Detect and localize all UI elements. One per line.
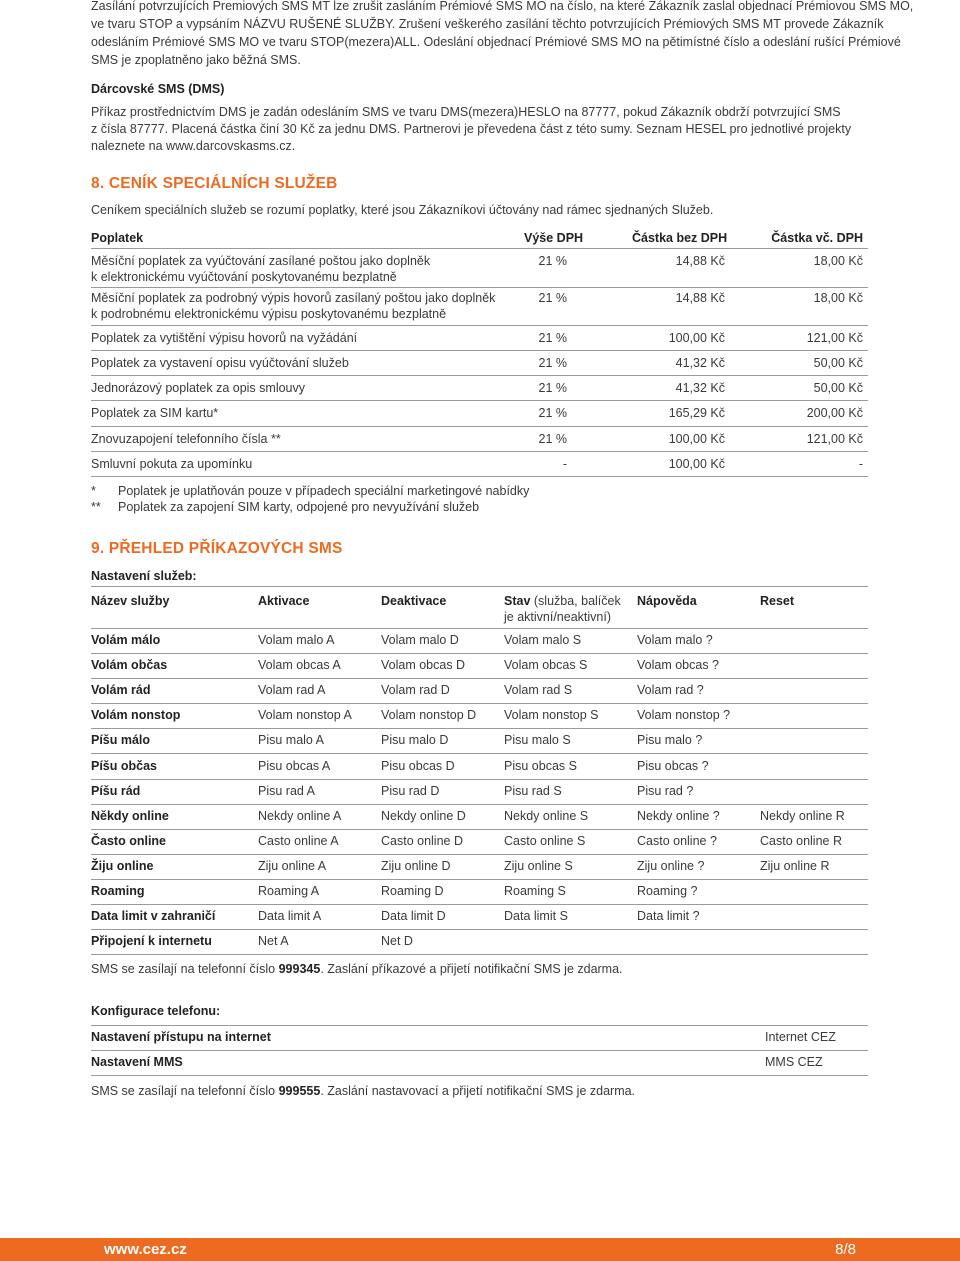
config-subheading: Konfigurace telefonu: — [91, 1004, 221, 1018]
services-header-name: Název služby — [91, 594, 170, 608]
fee-row-name: Znovuzapojení telefonního čísla ** — [91, 432, 281, 446]
service-help-cmd: Pisu obcas ? — [637, 759, 709, 773]
fee-row-name: Měsíční poplatek za podrobný výpis hovorů zasílaný poštou jako doplněk — [91, 291, 496, 305]
note-mark: * — [91, 484, 96, 498]
fee-row-gross: 18,00 Kč — [813, 254, 863, 268]
fee-row-net: 165,29 Kč — [668, 406, 725, 420]
service-name: Píšu rád — [91, 784, 141, 798]
service-help-cmd: Volam obcas ? — [637, 658, 719, 672]
fee-row-gross: - — [858, 457, 863, 471]
fee-row-net: 41,32 Kč — [675, 381, 725, 395]
services-sms-note-post: . Zaslání příkazové a přijetí notifikační SMS je zdarma. — [320, 962, 623, 976]
service-activate-cmd: Nekdy online A — [258, 809, 342, 823]
fee-row-vat: 21 % — [538, 381, 567, 395]
fee-row-net: 14,88 Kč — [675, 254, 725, 268]
services-sms-number: 999345 — [278, 962, 321, 976]
service-name: Roaming — [91, 884, 145, 898]
fee-row-divider — [91, 375, 868, 376]
dms-line-2: z čísla 87777. Placená částka činí 30 Kč za jednu DMS. Partnerovi je převedena část z této sumy. Seznam HESEL pro jednotlivé projekty — [91, 122, 852, 136]
fee-header-vat: Výše DPH — [524, 231, 584, 245]
fee-row-name: Jednorázový poplatek za opis smlouvy — [91, 381, 306, 395]
fee-row-gross: 18,00 Kč — [813, 291, 863, 305]
services-header-help: Nápověda — [637, 594, 697, 608]
service-status-cmd: Data limit S — [504, 909, 568, 923]
intro-line-3: odesláním Prémiové SMS MO ve tvaru STOP(mezera)ALL. Odeslání objednací Prémiové SMS MO na pětimístné číslo a odeslání rušící Prémiové — [91, 35, 901, 49]
service-reset-cmd: Nekdy online R — [760, 809, 845, 823]
service-row-divider — [91, 804, 868, 805]
service-activate-cmd: Volam rad A — [258, 683, 326, 697]
service-name: Volám rád — [91, 683, 151, 697]
service-row-divider — [91, 929, 868, 930]
services-sms-note — [91, 959, 623, 979]
fee-row-net: 14,88 Kč — [675, 291, 725, 305]
service-activate-cmd: Data limit A — [258, 909, 322, 923]
fee-row-name: Poplatek za vytištění výpisu hovorů na vyžádání — [91, 331, 358, 345]
config-divider — [91, 1050, 868, 1051]
fee-row-vat: 21 % — [538, 254, 567, 268]
fee-row-gross: 50,00 Kč — [813, 381, 863, 395]
service-help-cmd: Nekdy online ? — [637, 809, 720, 823]
fee-row-vat: 21 % — [538, 356, 567, 370]
service-deactivate-cmd: Ziju online D — [381, 859, 451, 873]
service-row-divider — [91, 879, 868, 880]
config-sms-number: 999555 — [278, 1084, 321, 1098]
service-deactivate-cmd: Pisu malo D — [381, 733, 449, 747]
services-header-status-note-2: je aktivní/neaktivní) — [504, 610, 611, 624]
service-status-cmd: Nekdy online S — [504, 809, 589, 823]
service-status-cmd: Volam rad S — [504, 683, 573, 697]
fee-row-gross: 200,00 Kč — [806, 406, 863, 420]
service-row-divider — [91, 904, 868, 905]
services-header-activate: Aktivace — [258, 594, 310, 608]
service-deactivate-cmd: Volam obcas D — [381, 658, 466, 672]
config-row-name: Nastavení MMS — [91, 1055, 183, 1069]
services-header-divider — [91, 628, 868, 629]
service-status-cmd: Volam malo S — [504, 633, 582, 647]
fee-row-name: Poplatek za SIM kartu* — [91, 406, 219, 420]
service-activate-cmd: Ziju online A — [258, 859, 327, 873]
services-sms-note-pre: SMS se zasílají na telefonní číslo — [91, 962, 279, 976]
fee-row-name: Smluvní pokuta za upomínku — [91, 457, 253, 471]
service-help-cmd: Volam malo ? — [637, 633, 713, 647]
fee-header-name: Poplatek — [91, 231, 144, 245]
service-status-cmd: Ziju online S — [504, 859, 573, 873]
service-help-cmd: Casto online ? — [637, 834, 717, 848]
service-deactivate-cmd: Nekdy online D — [381, 809, 466, 823]
fee-row-net: 41,32 Kč — [675, 356, 725, 370]
section-8-intro: Ceníkem speciálních služeb se rozumí poplatky, které jsou Zákazníkovi účtovány nad rámec sjednaných Služeb. — [91, 203, 714, 217]
fee-row-divider — [91, 476, 868, 477]
service-deactivate-cmd: Volam nonstop D — [381, 708, 477, 722]
service-name: Žiju online — [91, 859, 154, 873]
fee-row-vat: 21 % — [538, 331, 567, 345]
intro-line-4: SMS je zpoplatněno jako běžná SMS. — [91, 53, 301, 67]
note-text: Poplatek je uplatňován pouze v případech speciální marketingové nabídky — [118, 484, 530, 498]
service-status-cmd: Casto online S — [504, 834, 586, 848]
service-activate-cmd: Volam malo A — [258, 633, 335, 647]
service-status-cmd: Pisu obcas S — [504, 759, 577, 773]
service-name: Data limit v zahraničí — [91, 909, 216, 923]
fee-header-net: Částka bez DPH — [632, 231, 728, 245]
service-activate-cmd: Volam obcas A — [258, 658, 341, 672]
service-help-cmd: Ziju online ? — [637, 859, 705, 873]
service-activate-cmd: Volam nonstop A — [258, 708, 352, 722]
service-row-divider — [91, 728, 868, 729]
config-divider — [91, 1025, 868, 1026]
service-deactivate-cmd: Net D — [381, 934, 413, 948]
fee-row-vat: 21 % — [538, 406, 567, 420]
service-row-divider — [91, 703, 868, 704]
note-mark: ** — [91, 500, 101, 514]
fee-header-divider — [91, 248, 868, 249]
fee-row-divider — [91, 350, 868, 351]
service-activate-cmd: Pisu rad A — [258, 784, 315, 798]
config-row-value: MMS CEZ — [765, 1055, 823, 1069]
service-deactivate-cmd: Data limit D — [381, 909, 446, 923]
fee-row-gross: 50,00 Kč — [813, 356, 863, 370]
page-number: 8/8 — [835, 1241, 856, 1258]
fee-row-net: 100,00 Kč — [668, 457, 725, 471]
fee-row-divider — [91, 451, 868, 452]
fee-row-divider — [91, 400, 868, 401]
service-row-divider — [91, 779, 868, 780]
fee-row-divider — [91, 287, 868, 288]
section-8-heading: 8. CENÍK SPECIÁLNÍCH SLUŽEB — [91, 175, 338, 192]
service-name: Volám občas — [91, 658, 168, 672]
service-deactivate-cmd: Pisu obcas D — [381, 759, 455, 773]
service-row-divider — [91, 854, 868, 855]
service-deactivate-cmd: Volam rad D — [381, 683, 450, 697]
config-divider — [91, 1075, 868, 1076]
service-name: Volám málo — [91, 633, 161, 647]
config-row-value: Internet CEZ — [765, 1030, 836, 1044]
service-help-cmd: Roaming ? — [637, 884, 698, 898]
service-help-cmd: Volam rad ? — [637, 683, 704, 697]
service-activate-cmd: Roaming A — [258, 884, 320, 898]
service-deactivate-cmd: Pisu rad D — [381, 784, 440, 798]
services-header-status — [504, 593, 621, 610]
service-help-cmd: Volam nonstop ? — [637, 708, 731, 722]
fee-row-gross: 121,00 Kč — [806, 432, 863, 446]
service-name: Někdy online — [91, 809, 169, 823]
fee-row-divider — [91, 325, 868, 326]
fee-row-name-cont: k elektronickému vyúčtování poskytovanému bezplatně — [91, 270, 397, 284]
dms-line-3: naleznete na www.darcovskasms.cz. — [91, 139, 296, 153]
service-help-cmd: Pisu malo ? — [637, 733, 703, 747]
service-help-cmd: Pisu rad ? — [637, 784, 694, 798]
fee-row-vat: - — [562, 457, 567, 471]
service-row-divider — [91, 678, 868, 679]
config-sms-note-pre: SMS se zasílají na telefonní číslo — [91, 1084, 279, 1098]
config-row-name: Nastavení přístupu na internet — [91, 1030, 271, 1044]
footer-url[interactable]: www.cez.cz — [104, 1241, 187, 1258]
section-9-heading: 9. PŘEHLED PŘÍKAZOVÝCH SMS — [91, 540, 343, 557]
service-deactivate-cmd: Casto online D — [381, 834, 463, 848]
config-sms-note — [91, 1081, 635, 1101]
service-activate-cmd: Pisu malo A — [258, 733, 325, 747]
services-header-reset: Reset — [760, 594, 795, 608]
fee-row-vat: 21 % — [538, 291, 567, 305]
service-status-cmd: Roaming S — [504, 884, 566, 898]
service-row-divider — [91, 753, 868, 754]
service-row-divider — [91, 653, 868, 654]
fee-row-name-cont: k podrobnému elektronickému výpisu poskytovanému bezplatně — [91, 307, 447, 321]
service-status-cmd: Pisu malo S — [504, 733, 571, 747]
services-header-deactivate: Deaktivace — [381, 594, 447, 608]
fee-header-gross: Částka vč. DPH — [771, 231, 863, 245]
fee-row-divider — [91, 426, 868, 427]
service-name: Volám nonstop — [91, 708, 181, 722]
intro-line-2: ve tvaru STOP a vypsáním NÁZVU RUŠENÉ SLUŽBY. Zrušení veškerého zasílání těchto potvrzujících Prémiových SMS MT provede Zákazník — [91, 17, 884, 31]
fee-row-net: 100,00 Kč — [668, 432, 725, 446]
service-status-cmd: Volam obcas S — [504, 658, 588, 672]
fee-row-gross: 121,00 Kč — [806, 331, 863, 345]
fee-row-name: Poplatek za vystavení opisu vyúčtování služeb — [91, 356, 349, 370]
fee-row-net: 100,00 Kč — [668, 331, 725, 345]
service-row-divider — [91, 954, 868, 955]
service-name: Píšu občas — [91, 759, 157, 773]
service-activate-cmd: Net A — [258, 934, 289, 948]
services-top-divider — [91, 586, 868, 587]
fee-row-vat: 21 % — [538, 432, 567, 446]
service-status-cmd: Volam nonstop S — [504, 708, 599, 722]
dms-title: Dárcovské SMS (DMS) — [91, 82, 225, 96]
dms-line-1: Příkaz prostřednictvím DMS je zadán odesláním SMS ve tvaru DMS(mezera)HESLO na 87777, pokud Zákazník obdrží potvrzující SMS — [91, 105, 841, 119]
note-text: Poplatek za zapojení SIM karty, odpojené pro nevyužívání služeb — [118, 500, 480, 514]
fee-row-name: Měsíční poplatek za vyúčtování zasílané poštou jako doplněk — [91, 254, 431, 268]
service-name: Píšu málo — [91, 733, 151, 747]
service-activate-cmd: Pisu obcas A — [258, 759, 331, 773]
service-deactivate-cmd: Roaming D — [381, 884, 444, 898]
service-reset-cmd: Casto online R — [760, 834, 842, 848]
services-header-status-note: (služba, balíček — [530, 594, 621, 608]
service-name: Často online — [91, 834, 167, 848]
service-help-cmd: Data limit ? — [637, 909, 700, 923]
service-deactivate-cmd: Volam malo D — [381, 633, 459, 647]
service-reset-cmd: Ziju online R — [760, 859, 830, 873]
service-row-divider — [91, 829, 868, 830]
service-status-cmd: Pisu rad S — [504, 784, 562, 798]
service-name: Připojení k internetu — [91, 934, 212, 948]
services-header-status-label: Stav — [504, 594, 531, 608]
config-sms-note-post: . Zaslání nastavovací a přijetí notifikační SMS je zdarma. — [320, 1084, 636, 1098]
service-activate-cmd: Casto online A — [258, 834, 339, 848]
services-subheading: Nastavení služeb: — [91, 569, 197, 583]
intro-line-1: Zasílání potvrzujících Premiových SMS MT lze zrušit zasláním Prémiové SMS MO na číslo, na které Zákazník zaslal objednací Prémiovou SMS MO, — [91, 0, 914, 13]
